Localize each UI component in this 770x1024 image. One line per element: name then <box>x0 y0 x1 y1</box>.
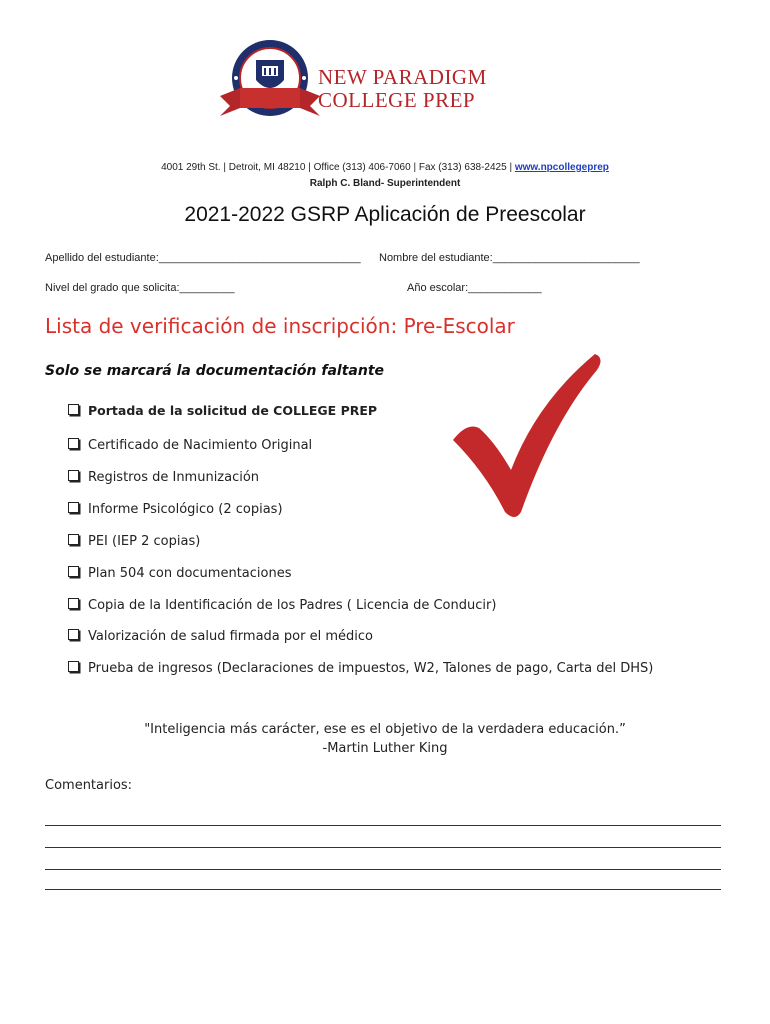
checkmark-icon <box>445 352 605 522</box>
quote-text: "Inteligencia más carácter, ese es el objetivo de la verdadera educación.” <box>144 722 626 737</box>
comment-line[interactable] <box>45 825 721 826</box>
school-name-line1: NEW PARADIGM <box>318 65 487 89</box>
last-name-field[interactable]: Apellido del estudiante:_________________________________ <box>45 252 361 264</box>
comment-line[interactable] <box>45 869 721 870</box>
checkbox-icon[interactable] <box>68 534 79 545</box>
checklist-item[interactable] <box>68 661 653 676</box>
checklist-item[interactable] <box>68 470 259 485</box>
checklist-item-label: PEI (IEP 2 copias) <box>88 534 201 549</box>
comments-label: Comentarios: <box>45 778 133 793</box>
checkbox-icon[interactable] <box>68 438 79 449</box>
checklist-note: Solo se marcará la documentación faltante <box>45 363 385 379</box>
comment-line[interactable] <box>45 889 721 890</box>
grade-field[interactable]: Nivel del grado que solicita:_________ <box>45 282 235 294</box>
checklist-item[interactable] <box>68 629 373 644</box>
checkbox-icon[interactable] <box>68 566 79 577</box>
superintendent: Ralph C. Bland- Superintendent <box>309 178 461 189</box>
checkbox-icon[interactable] <box>68 629 79 640</box>
checklist-item[interactable] <box>68 566 292 581</box>
checklist-item-label: Informe Psicológico (2 copias) <box>88 502 283 517</box>
checklist-item-label: Plan 504 con documentaciones <box>88 566 292 581</box>
address-line <box>0 162 770 173</box>
checklist-item-label: Copia de la Identificación de los Padres ( Licencia de Conducir) <box>88 598 497 613</box>
checklist-item-label: Valorización de salud firmada por el médico <box>88 629 373 644</box>
address-text: 4001 29th St. | Detroit, MI 48210 | Office (313) 406-7060 | Fax (313) 638-2425 | <box>161 162 513 173</box>
checkbox-icon[interactable] <box>68 598 79 609</box>
checkbox-icon[interactable] <box>68 661 79 672</box>
checklist-item[interactable] <box>68 598 496 613</box>
checkbox-icon[interactable] <box>68 502 79 513</box>
checklist-item-label: Registros de Inmunización <box>88 470 260 485</box>
checklist-item[interactable] <box>68 403 377 418</box>
checklist-item-label: Portada de la solicitud de COLLEGE PREP <box>88 403 378 418</box>
website-link[interactable]: www.npcollegeprep <box>514 162 609 173</box>
checklist-item-label: Certificado de Nacimiento Original <box>88 438 313 453</box>
first-name-field[interactable]: Nombre del estudiante:________________________ <box>379 252 640 264</box>
checkbox-icon[interactable] <box>68 470 79 481</box>
checklist-title: Lista de verificación de inscripción: Pre-Escolar <box>45 314 515 338</box>
school-name-line2: COLLEGE PREP <box>318 88 476 112</box>
checklist-item[interactable] <box>68 502 283 517</box>
school-year-field[interactable]: Año escolar:____________ <box>407 282 542 294</box>
checklist-item[interactable] <box>68 534 200 549</box>
school-name <box>318 66 487 112</box>
comment-line[interactable] <box>45 847 721 848</box>
checkbox-icon[interactable] <box>68 404 79 415</box>
quote-author: -Martin Luther King <box>322 741 448 756</box>
page-title: 2021-2022 GSRP Aplicación de Preescolar <box>184 203 586 226</box>
checklist-item-label: Prueba de ingresos (Declaraciones de impuestos, W2, Talones de pago, Carta del DHS) <box>88 661 654 676</box>
checklist-item[interactable] <box>68 438 312 453</box>
